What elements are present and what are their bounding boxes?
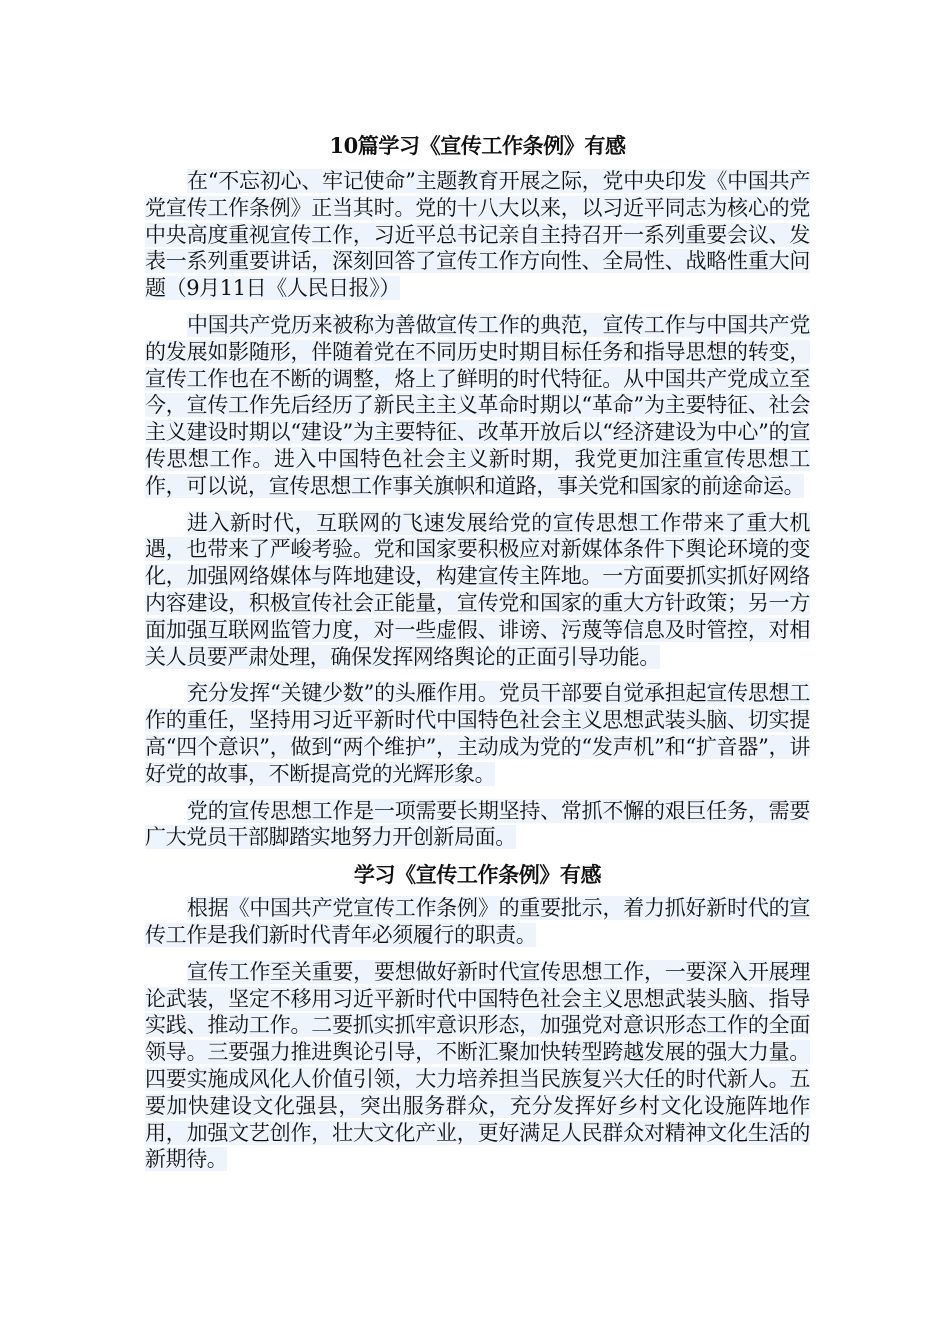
article-2-paragraph-1	[145, 895, 810, 949]
article-1-paragraph-1	[145, 168, 810, 302]
paragraph-text: 进入新时代，互联网的飞速发展给党的宣传思想工作带来了重大机遇，也带来了严峻考验。党和国家要积极应对新媒体条件下舆论环境的变化，加强网络媒体与阵地建设，构建宣传主阵地。一方面要抓实抓好网络内容建设，积极宣传社会正能量，宣传党和国家的重大方针政策；另一方面加强互联网监管力度，对一些虚假、诽谤、污蔑等信息及时管控，对相关人员要严肃处理，确保发挥网络舆论的正面引导功能。	[145, 510, 810, 669]
paragraph-text: 宣传工作至关重要，要想做好新时代宣传思想工作，一要深入开展理论武装，坚定不移用习近平新时代中国特色社会主义思想武装头脑、指导实践、推动工作。二要抓实抓牢意识形态，加强党对意识形态工作的全面领导。三要强力推进舆论引导，不断汇聚加快转型跨越发展的强大力量。四要实施成风化人价值引领，大力培养担当民族复兴大任的时代新人。五要加快建设文化强县，突出服务群众，充分发挥好乡村文化设施阵地作用，加强文艺创作，壮大文化产业，更好满足人民群众对精神文化生活的新期待。	[145, 959, 810, 1172]
article-1-paragraph-3	[145, 510, 810, 671]
document-page	[145, 124, 810, 1183]
article-1-title: 10篇学习《宣传工作条例》有感	[329, 133, 626, 158]
article-1-paragraph-5	[145, 798, 810, 852]
paragraph-text: 党的宣传思想工作是一项需要长期坚持、常抓不懈的艰巨任务，需要广大党员干部脚踏实地努力开创新局面。	[145, 798, 810, 850]
article-1-paragraph-2	[145, 312, 810, 500]
paragraph-text: 中国共产党历来被称为善做宣传工作的典范，宣传工作与中国共产党的发展如影随形，伴随着党在不同历史时期目标任务和指导思想的转变，宣传工作也在不断的调整，烙上了鲜明的时代特征。从中国共产党成立至今，宣传工作先后经历了新民主主义革命时期以“革命”为主要特征、社会主义建设时期以“建设”为主要特征、改革开放后以“经济建设为中心”的宣传思想工作。进入中国特色社会主义新时期，我党更加注重宣传思想工作，可以说，宣传思想工作事关旗帜和道路，事关党和国家的前途命运。	[145, 312, 810, 498]
article-2-title: 学习《宣传工作条例》有感	[353, 862, 602, 888]
article-1-paragraph-4	[145, 680, 810, 787]
paragraph-text: 根据《中国共产党宣传工作条例》的重要批示，着力抓好新时代的宣传工作是我们新时代青年必须履行的职责。	[145, 896, 810, 947]
article-2-paragraph-2	[145, 959, 810, 1173]
paragraph-text: 在“不忘初心、牢记使命”主题教育开展之际，党中央印发《中国共产党宣传工作条例》正当其时。党的十八大以来，以习近平同志为核心的党中央高度重视宣传工作，习近平总书记亲自主持召开一系列重要会议、发表一系列重要讲话，深刻回答了宣传工作方向性、全局性、战略性重大问题（9月11日《人民日报》）	[145, 169, 810, 301]
paragraph-text: 充分发挥“关键少数”的头雁作用。党员干部要自觉承担起宣传思想工作的重任，坚持用习近平新时代中国特色社会主义思想武装头脑、切实提高“四个意识”，做到“两个维护”，主动成为党的“发声机”和“扩音器”，讲好党的故事，不断提高党的光辉形象。	[145, 681, 810, 786]
